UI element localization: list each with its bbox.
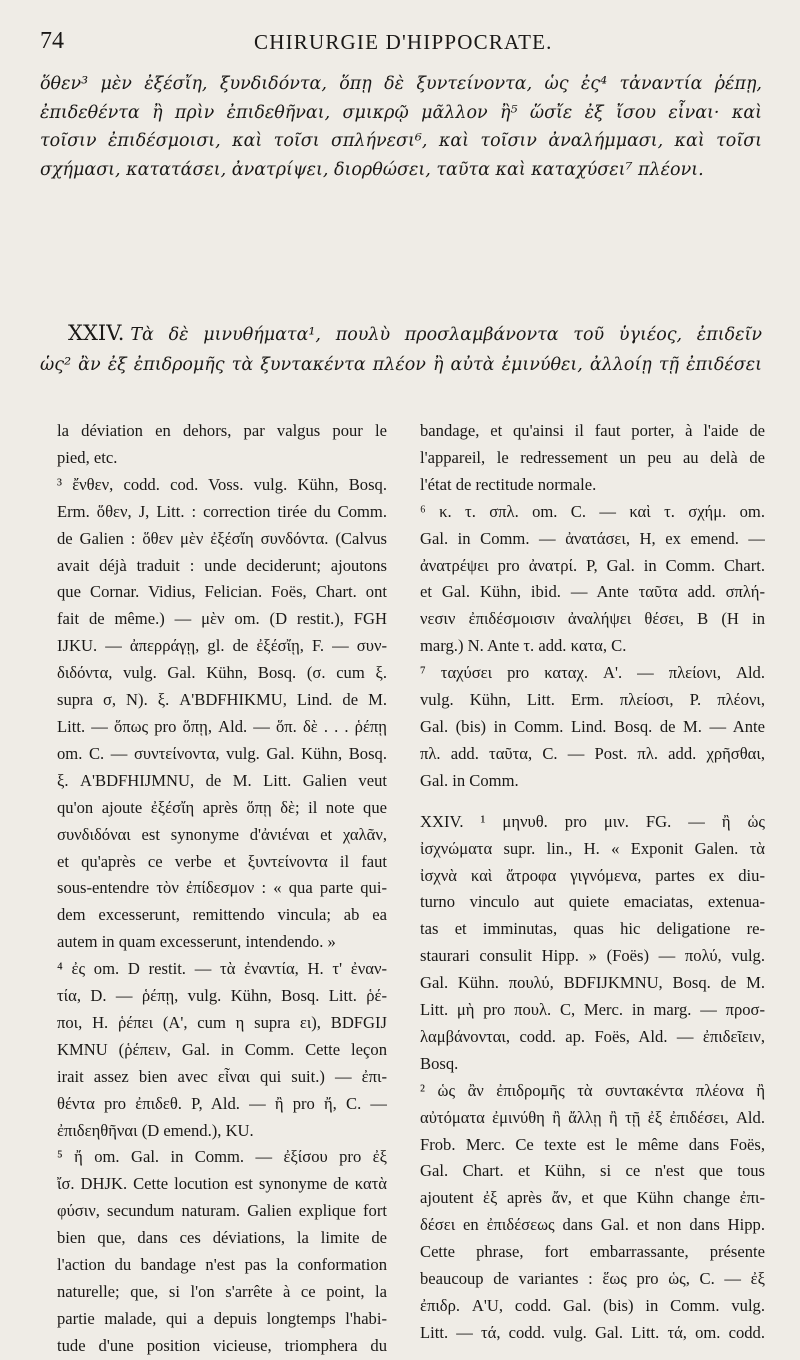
- note-line: et Gal. Kühn, ibid. — Ante ταῦτα add. σπλή-: [420, 582, 765, 602]
- note-line: ⁴ ἐς om. D restit. — τὰ ἐναντία, H. τ' ἐναν-: [57, 959, 387, 979]
- note-line: ποι, H. ῥέπει (A', cum η supra ει), BDFGIJ: [57, 1012, 387, 1032]
- note-line: qu'on ajoute ἐξέσἴη après ὅπῃ δὲ; il note que: [57, 797, 387, 817]
- greek-line: σχήμασι, κατατάσει, ἀνατρίψει, διορθώσει, ταῦτα καὶ καταχύσει⁷ πλέονι.: [40, 159, 704, 180]
- note-line: l'action du bandage n'est pas la conformation: [57, 1255, 387, 1275]
- note-line: συνδιδόναι est synonyme d'ἀνιέναι et χαλᾶν,: [57, 824, 387, 844]
- section-line: ὡς² ἂν ἐξ ἐπιδρομῆς τὰ ξυντακέντα πλέον ἢ αὐτὰ ἐμινύθει, ἀλλοίῃ τῇ ἐπιδέσει: [40, 355, 762, 375]
- note-line: ξ. A'BDFHIJMNU, de M. Litt. Galien veut: [57, 770, 387, 790]
- section-line-text: Τὰ δὲ μινυθήματα¹, πουλὺ προσλαμβάνοντα τοῦ ὑγιέος, ἐπιδεῖν: [130, 325, 762, 345]
- note-line: Cette phrase, fort embarrassante, présente: [420, 1242, 765, 1262]
- note-line: λαμβάνονται, codd. ap. Foës, Ald. — ἐπιδεῖειν,: [420, 1026, 765, 1046]
- page-number: 74: [40, 28, 64, 54]
- note-line: τία, D. — ῥέπῃ, vulg. Kühn, Bosq. Litt. ῥέ-: [57, 986, 387, 1006]
- note-line: bandage, et qu'ainsi il faut porter, à l'aide de: [420, 421, 765, 440]
- note-line: ἰσχνὰ καὶ ἄτροφα γιγνόμενα, partes ex diu-: [420, 865, 765, 885]
- note-line: sous-entendre τὸν ἐπίδεσμον : « qua parte qui-: [57, 878, 387, 898]
- note-line: Frob. Merc. Ce texte est le même dans Foës,: [420, 1134, 765, 1154]
- note-line: διδόντα, vulg. Gal. Kühn, Bosq. (σ. cum ξ.: [57, 663, 387, 683]
- note-line: ² ὡς ἂν ἐπιδρομῆς τὰ συντακέντα πλέονα ἢ: [420, 1080, 765, 1100]
- section-number: XXIV.: [68, 321, 125, 345]
- note-line: Gal. Chart. et Kühn, si ce n'est que tous: [420, 1161, 765, 1181]
- note-line: ἰσχνώματα supr. lin., H. « Exponit Galen. τὰ: [420, 838, 765, 858]
- notes-right-column: [420, 418, 765, 1347]
- greek-line: ὅθεν³ μὲν ἐξέσἴη, ξυνδιδόντα, ὅπῃ δὲ ξυντείνοντα, ὡς ἐς⁴ τἀναντία ῥέπῃ,: [40, 74, 762, 94]
- note-line: pied, etc.: [57, 447, 118, 467]
- page-header: [40, 28, 762, 58]
- note-line: Gal. in Comm. — ἀνατάσει, H, ex emend. —: [420, 528, 765, 548]
- note-line: turno vinculo aut quiete emaciatas, extenua-: [420, 892, 765, 912]
- note-line: la déviation en dehors, par valgus pour le: [57, 421, 387, 440]
- note-line: Bosq.: [420, 1053, 459, 1073]
- note-line: ajoutent ἐξ après ἄν, et que Kühn change ἐπι-: [420, 1188, 765, 1208]
- section-xxiv: [40, 318, 762, 380]
- note-line: ἐπιδεηθῆναι (D emend.), KU.: [57, 1120, 254, 1140]
- note-line: et qu'après ce verbe et ξυντείνοντα il faut: [57, 851, 387, 871]
- note-line: partie malade, qui a depuis longtemps l'habi-: [57, 1308, 387, 1328]
- note-line: ἐπιδρ. A'U, codd. Gal. (bis) in Comm. vulg.: [420, 1296, 765, 1315]
- note-line: δέσει en ἐπιδέσεως dans Gal. et non dans Hipp.: [420, 1215, 765, 1235]
- note-line: Litt. — τά, codd. vulg. Gal. Litt. τά, om. codd.: [420, 1322, 765, 1342]
- greek-line: τοῖσιν ἐπιδέσμοισι, καὶ τοῖσι σπλήνεσι⁶, καὶ τοῖσιν ἀναλήμμασι, καὶ τοῖσι: [40, 131, 762, 151]
- note-line: supra σ, N). ξ. A'BDFHIKMU, Lind. de M.: [57, 690, 387, 710]
- note-line: dem excesserunt, remittendo vincula; ab ea: [57, 905, 387, 925]
- note-line: l'appareil, le redressement un peu au delà de: [420, 447, 765, 467]
- running-title: CHIRURGIE D'HIPPOCRATE.: [254, 30, 553, 54]
- section-line: [40, 318, 762, 350]
- note-line: beaucoup de variantes : ἕως pro ὡς, C. — ἐξ: [420, 1269, 765, 1289]
- greek-line: ἐπιδεθέντα ἢ πρὶν ἐπιδεθῆναι, σμικρῷ μᾶλλον ἢ⁵ ὥσἴε ἐξ ἴσου εἶναι· καὶ: [40, 102, 762, 123]
- note-line: que Cornar. Vidius, Felician. Foës, Chart. ont: [57, 582, 387, 602]
- note-line: Gal. Kühn. πουλύ, BDFIJKMNU, Bosq. de M.: [420, 973, 765, 993]
- note-line: Gal. (bis) in Comm. Lind. Bosq. de M. — Ante: [420, 716, 765, 736]
- note-line: KMNU (ῥέπειν, Gal. in Comm. Cette leçon: [57, 1039, 387, 1059]
- note-line: bien que, dans ces déviations, la limite de: [57, 1228, 387, 1248]
- note-line: naturelle; que, si l'on s'arrête à ce point, la: [57, 1282, 387, 1301]
- note-line: IJKU. — ἀπερράγῃ, gl. de ἐξέσἴῃ, F. — συν-: [57, 636, 387, 656]
- note-line: marg.) N. Ante τ. add. κατα, C.: [420, 636, 627, 656]
- note-line: ⁵ ἤ om. Gal. in Comm. — ἐξίσου pro ἐξ: [57, 1147, 387, 1167]
- note-line: tude d'une position vicieuse, triomphera du: [57, 1335, 387, 1355]
- note-line: Litt. — ὅπως pro ὅπῃ, Ald. — ὅπ. δὲ . . . ῥέπῃ: [57, 716, 387, 736]
- note-line: θέντα pro ἐπιδεθ. P, Ald. — ἢ pro ἤ, C. —: [57, 1093, 387, 1113]
- note-line: ⁶ κ. τ. σπλ. om. C. — καὶ τ. σχήμ. om.: [420, 501, 765, 521]
- note-line: νεσιν ἐπιδέσμοισιν ἀναλήψει θέσει, B (H in: [420, 609, 765, 629]
- note-line: πλ. add. ταῦτα, C. — Post. πλ. add. χρῆσθαι,: [420, 743, 765, 763]
- note-line: irait assez bien avec εἶναι qui suit.) — ἐπι-: [57, 1066, 387, 1086]
- note-line: Litt. μὴ pro πουλ. C, Merc. in marg. — προσ-: [420, 1000, 765, 1020]
- note-line: om. C. — συντείνοντα, vulg. Gal. Kühn, Bosq.: [57, 743, 387, 763]
- note-line: de Galien : ὅθεν μὲν ἐξέσἴη συνδόντα. (Calvus: [57, 528, 387, 548]
- notes-left-column: [57, 418, 387, 1360]
- note-line: Gal. in Comm.: [420, 770, 519, 790]
- note-line: XXIV. ¹ μηνυθ. pro μιν. FG. — ἢ ὡς: [420, 811, 765, 831]
- note-line: avait déjà traduit : unde deciderunt; ajoutons: [57, 555, 387, 575]
- note-line: ἀνατρέψει pro ἀνατρί. P, Gal. in Comm. Chart.: [420, 555, 765, 575]
- note-line: αὐτόματα ἐμινύθη ἢ ἄλλῃ ἢ τῇ ἐξ ἐπιδέσει, Ald.: [420, 1107, 765, 1127]
- note-line: ἴσ. DHJK. Cette locution est synonyme de κατὰ: [57, 1174, 387, 1194]
- note-line: l'état de rectitude normale.: [420, 474, 597, 494]
- note-line: staurari consulit Hipp. » (Foës) — πολύ, vulg.: [420, 946, 765, 966]
- greek-text-block: [40, 70, 762, 184]
- note-line: autem in quam excesserunt, intendendo. »: [57, 932, 336, 952]
- note-line: tas et imminutas, quas hic deligatione re-: [420, 919, 765, 939]
- note-line: φύσιν, secundum naturam. Galien explique fort: [57, 1201, 387, 1221]
- note-line: fait de même.) — μὲν om. (D restit.), FGH: [57, 609, 387, 629]
- note-line: Erm. ὅθεν, J, Litt. : correction tirée du Comm.: [57, 501, 387, 521]
- note-line: ³ ἔνθεν, codd. cod. Voss. vulg. Kühn, Bosq.: [57, 474, 387, 494]
- note-line: ⁷ ταχύσει pro καταχ. A'. — πλείονι, Ald.: [420, 663, 765, 683]
- note-line: vulg. Kühn, Litt. Erm. πλείοσι, P. πλέονι,: [420, 690, 765, 710]
